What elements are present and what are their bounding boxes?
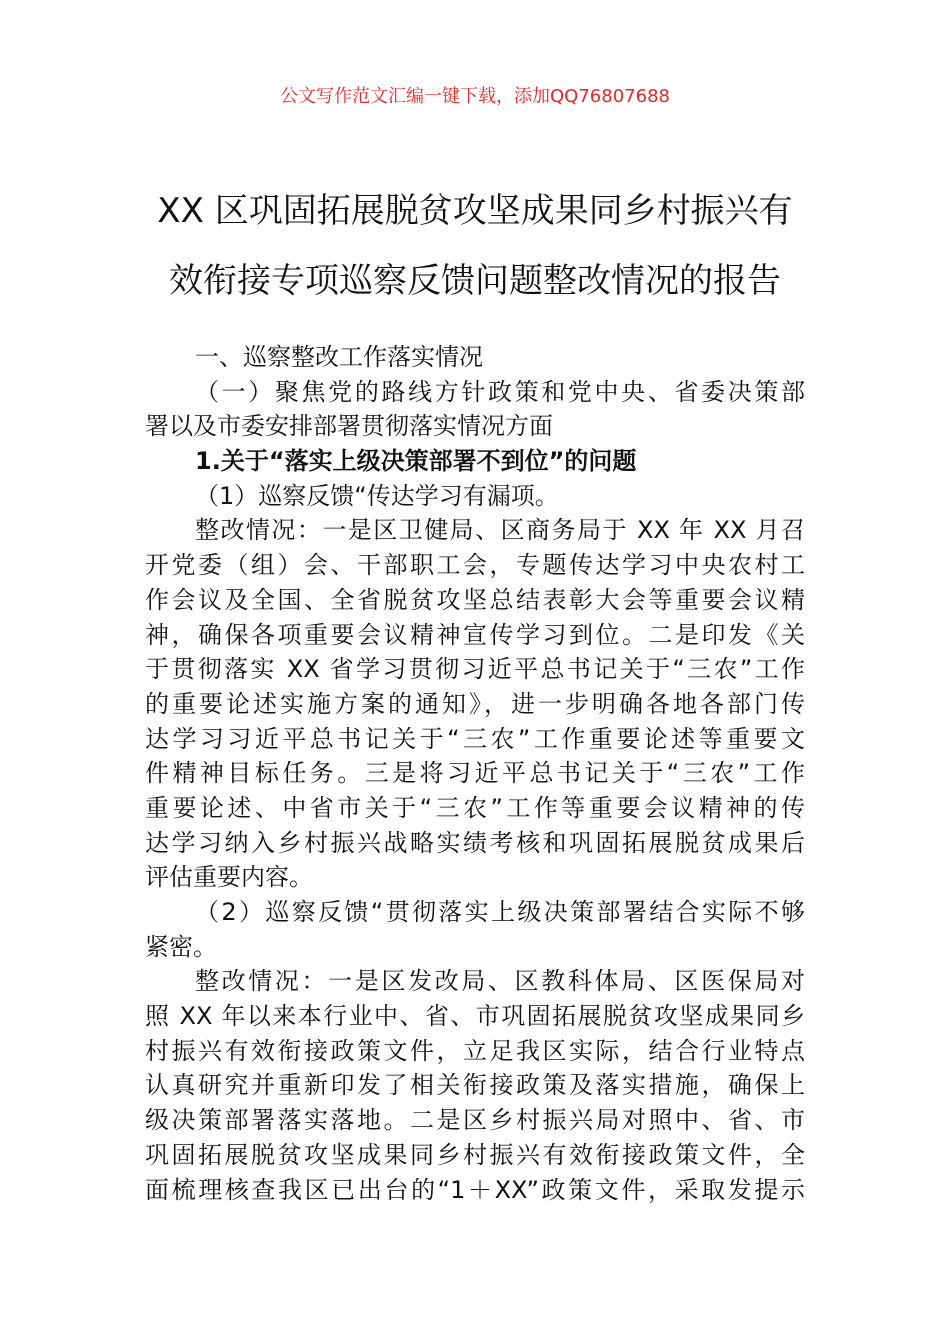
- text-line: （一）聚焦党的路线方针政策和党中央、省委决策部: [195, 377, 805, 406]
- document-title: [145, 176, 805, 316]
- text-line: 件精神目标任务。三是将习近平总书记关于“三农”工作: [145, 759, 805, 788]
- text-line: 面梳理核查我区已出台的“1＋XX”政策文件，采取发提示: [145, 1175, 805, 1204]
- text-line: 重要论述、中省市关于“三农”工作等重要会议精神的传: [145, 793, 805, 822]
- text-line: （1）巡察反馈“传达学习有漏项。: [195, 481, 559, 510]
- section-heading-line: 1.关于“落实上级决策部署不到位”的问题: [195, 447, 637, 476]
- watermark-header: 公文写作范文汇编一键下载，添加QQ76807688: [280, 86, 670, 107]
- text-line: 于贯彻落实 XX 省学习贯彻习近平总书记关于“三农”工作: [145, 655, 805, 684]
- text-line: 级决策部署落实落地。二是区乡村振兴局对照中、省、市: [145, 1106, 805, 1135]
- text-line: 作会议及全国、全省脱贫攻坚总结表彰大会等重要会议精: [145, 585, 805, 614]
- text-line: 照 XX 年以来本行业中、省、市巩固拓展脱贫攻坚成果同乡: [145, 1002, 805, 1031]
- text-line: 村振兴有效衔接政策文件，立足我区实际，结合行业特点: [145, 1036, 805, 1065]
- text-line: 巩固拓展脱贫攻坚成果同乡村振兴有效衔接政策文件，全: [145, 1140, 805, 1169]
- text-line: 的重要论述实施方案的通知》，进一步明确各地各部门传: [145, 689, 805, 718]
- text-line: 署以及市委安排部署贯彻落实情况方面: [145, 412, 553, 441]
- text-line: 评估重要内容。: [145, 863, 313, 892]
- text-line: 达学习习近平总书记关于“三农”工作重要论述等重要文: [145, 724, 805, 753]
- title-line: 效衔接专项巡察反馈问题整改情况的报告: [169, 261, 781, 301]
- title-line: XX 区巩固拓展脱贫攻坚成果同乡村振兴有: [157, 191, 793, 231]
- text-line: 整改情况：一是区卫健局、区商务局于 XX 年 XX 月召: [195, 516, 805, 545]
- text-line: 紧密。: [145, 932, 217, 961]
- text-line: 开党委（组）会、干部职工会，专题传达学习中央农村工: [145, 551, 805, 580]
- document-body: [145, 340, 805, 1207]
- text-line: 达学习纳入乡村振兴战略实绩考核和巩固拓展脱贫成果后: [145, 828, 805, 857]
- text-line: 神，确保各项重要会议精神宣传学习到位。二是印发《关: [145, 620, 805, 649]
- text-line: （2）巡察反馈“贯彻落实上级决策部署结合实际不够: [195, 898, 805, 926]
- text-line: 认真研究并重新印发了相关衔接政策及落实措施，确保上: [145, 1071, 805, 1100]
- text-line: 整改情况：一是区发改局、区教科体局、区医保局对: [195, 967, 805, 996]
- text-line: 一、巡察整改工作落实情况: [195, 343, 483, 371]
